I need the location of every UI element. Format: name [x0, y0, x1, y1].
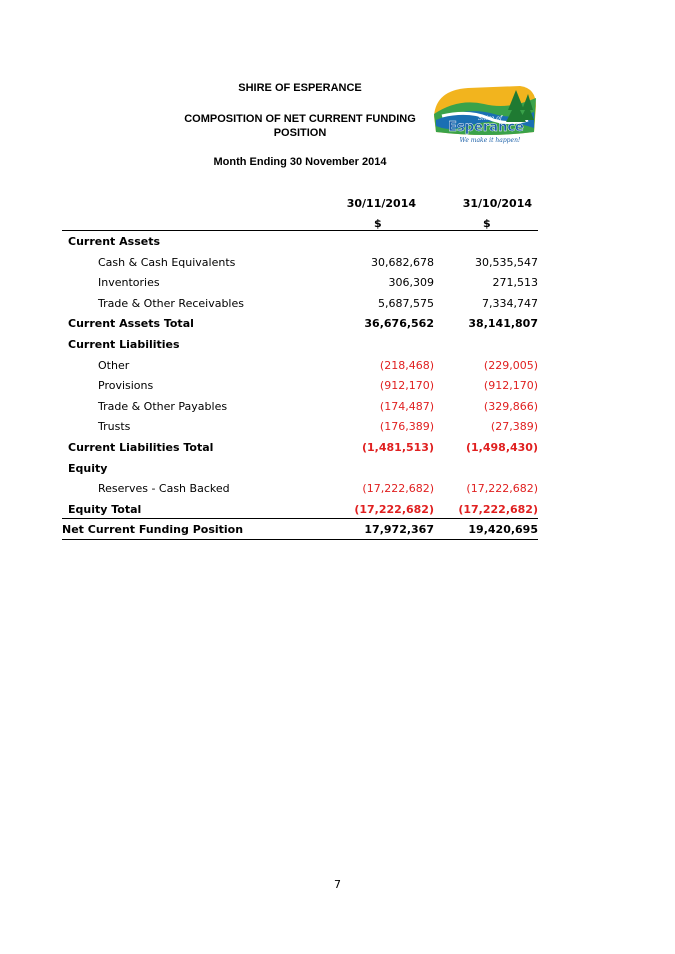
table-row: [62, 314, 538, 334]
page-number: 7: [334, 878, 341, 891]
report-title-line1: COMPOSITION OF NET CURRENT FUNDING: [184, 113, 416, 125]
currency-label-current: $: [374, 217, 382, 230]
row-label: Current Assets: [68, 235, 161, 248]
row-label: Trade & Other Receivables: [98, 296, 244, 310]
value-previous: 19,420,695: [468, 523, 538, 537]
row-label: Other: [98, 358, 130, 372]
column-header-current: 30/11/2014: [346, 197, 416, 210]
table-row: [62, 294, 538, 314]
table-row: [62, 376, 538, 396]
row-label: Provisions: [98, 379, 154, 393]
value-previous: (1,498,430): [466, 441, 538, 454]
value-current: 30,682,678: [371, 255, 434, 269]
row-label: Trade & Other Payables: [98, 399, 228, 413]
row-label: Cash & Cash Equivalents: [98, 255, 236, 269]
row-underline: [62, 539, 538, 540]
value-current: (174,487): [379, 399, 434, 413]
value-current: (176,389): [379, 420, 434, 434]
row-label: Trusts: [98, 420, 131, 434]
value-previous: 7,334,747: [482, 296, 538, 310]
row-label: Current Assets Total: [68, 317, 194, 331]
header-divider: [62, 230, 538, 231]
logo-name-text: Esperance: [448, 120, 524, 135]
value-current: 17,972,367: [364, 523, 434, 537]
report-period: Month Ending 30 November 2014: [213, 156, 387, 168]
report-title-line2: POSITION: [273, 127, 327, 139]
value-current: 306,309: [388, 276, 434, 290]
row-label: Current Liabilities Total: [68, 441, 214, 454]
value-previous: 30,535,547: [475, 255, 538, 269]
value-previous: (27,389): [490, 420, 538, 434]
table-row: [62, 479, 538, 499]
row-label: Inventories: [98, 276, 160, 290]
table-row: [62, 356, 538, 376]
row-label: Equity Total: [68, 502, 142, 516]
value-current: 5,687,575: [378, 296, 434, 310]
row-label: Reserves - Cash Backed: [98, 482, 230, 496]
value-current: (912,170): [379, 379, 434, 393]
table-row: [62, 335, 538, 355]
table-row: [62, 273, 538, 293]
row-label: Current Liabilities: [68, 338, 180, 351]
value-previous: (17,222,682): [466, 482, 538, 496]
org-name: SHIRE OF ESPERANCE: [238, 82, 362, 94]
table-row: [62, 459, 538, 479]
value-current: 36,676,562: [364, 317, 434, 331]
table-row: [62, 397, 538, 417]
table-row: [62, 500, 538, 520]
value-previous: (912,170): [483, 379, 538, 393]
row-label: Equity: [68, 461, 108, 475]
value-previous: (329,866): [483, 399, 538, 413]
column-header-previous: 31/10/2014: [462, 197, 532, 210]
value-current: (218,468): [379, 358, 434, 372]
value-current: (17,222,682): [354, 502, 434, 516]
table-row: [62, 253, 538, 273]
shire-of-esperance-logo: [428, 76, 540, 154]
currency-label-previous: $: [483, 217, 491, 230]
value-current: (17,222,682): [362, 482, 434, 496]
table-row: [62, 520, 538, 540]
report-title: [170, 112, 430, 140]
value-previous: (229,005): [483, 358, 538, 372]
table-row: [62, 232, 538, 252]
value-previous: 271,513: [492, 276, 538, 290]
value-previous: 38,141,807: [468, 317, 538, 331]
logo-shire-of-text: Shire of: [478, 115, 503, 122]
table-row: [62, 438, 538, 458]
row-label: Net Current Funding Position: [62, 523, 244, 537]
logo-tagline-text: We make it happen!: [459, 137, 521, 144]
value-previous: (17,222,682): [458, 502, 538, 516]
table-row: [62, 417, 538, 437]
value-current: (1,481,513): [362, 441, 434, 454]
row-underline: [62, 518, 538, 519]
